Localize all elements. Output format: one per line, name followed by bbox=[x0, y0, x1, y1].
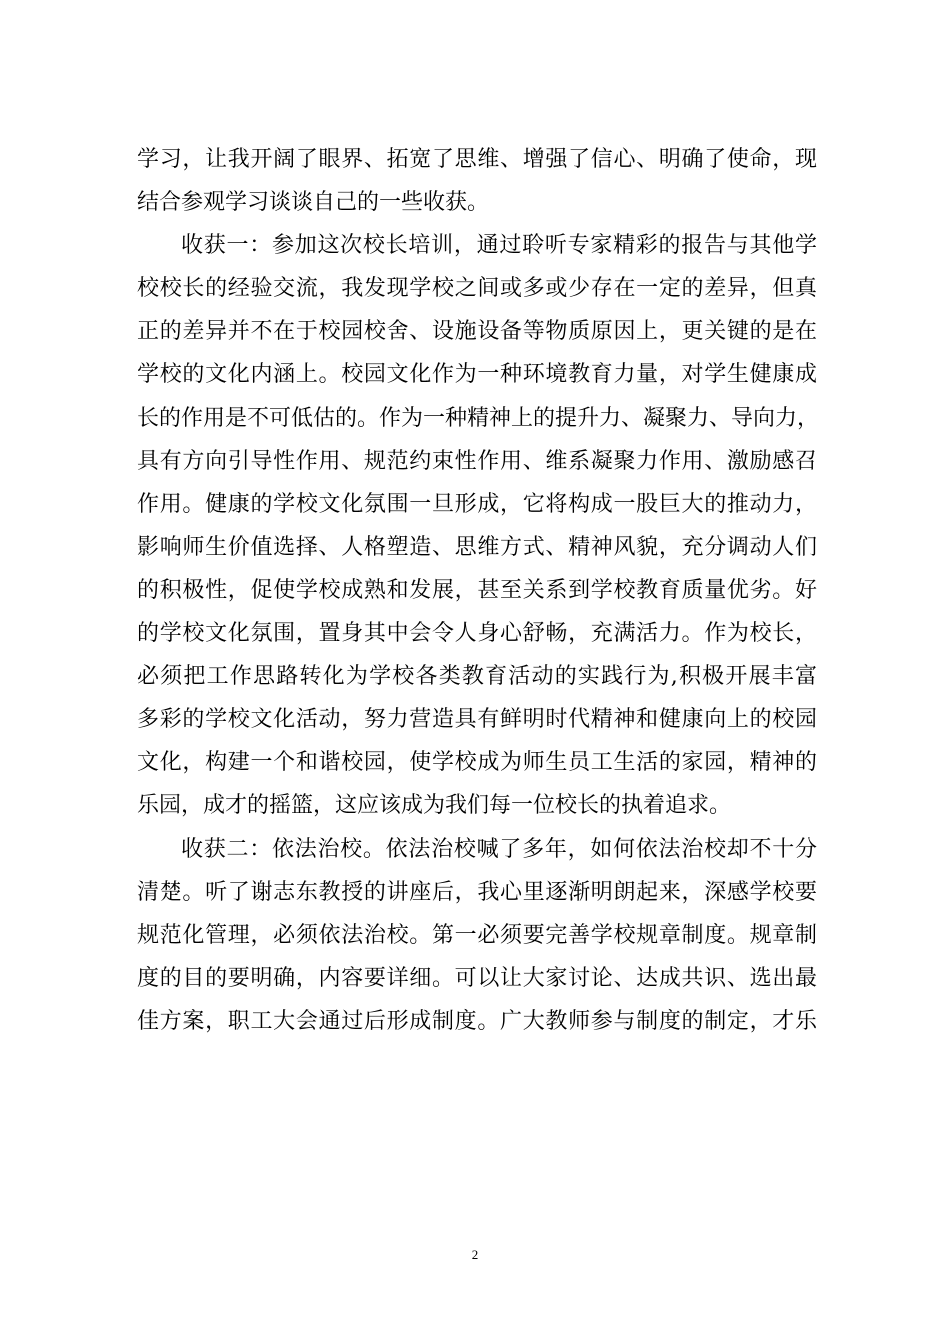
text-line: 具有方向引导性作用、规范约束性作用、维系凝聚力作用、激励感召 bbox=[137, 448, 817, 474]
text-line: 学校的文化内涵上。校园文化作为一种环境教育力量，对学生健康成 bbox=[137, 362, 817, 388]
text-line: 度的目的要明确，内容要详细。可以让大家讨论、达成共识、选出最 bbox=[137, 965, 817, 991]
text-line: 规范化管理，必须依法治校。第一必须要完善学校规章制度。规章制 bbox=[137, 922, 817, 948]
text-line: 多彩的学校文化活动，努力营造具有鲜明时代精神和健康向上的校园 bbox=[137, 707, 817, 733]
text-line: 的积极性，促使学校成熟和发展，甚至关系到学校教育质量优劣。好 bbox=[137, 577, 817, 603]
text-line: 影响师生价值选择、人格塑造、思维方式、精神风貌，充分调动人们 bbox=[137, 534, 817, 560]
text-line: 作用。健康的学校文化氛围一旦形成，它将构成一股巨大的推动力， bbox=[137, 491, 817, 517]
text-line: 长的作用是不可低估的。作为一种精神上的提升力、凝聚力、导向力， bbox=[137, 405, 820, 431]
paragraph-start-line: 收获一：参加这次校长培训，通过聆听专家精彩的报告与其他学 bbox=[181, 233, 817, 259]
text-line: 佳方案，职工大会通过后形成制度。广大教师参与制度的制定，才乐 bbox=[137, 1008, 817, 1034]
text-line: 的学校文化氛围，置身其中会令人身心舒畅，充满活力。作为校长， bbox=[137, 621, 817, 647]
page-number: 2 bbox=[471, 1247, 479, 1262]
text-line: 结合参观学习谈谈自己的一些收获。 bbox=[137, 190, 490, 216]
text-line: 必须把工作思路转化为学校各类教育活动的实践行为,积极开展丰富 bbox=[137, 664, 817, 690]
paragraph-start-line: 收获二：依法治校。依法治校喊了多年，如何依法治校却不十分 bbox=[181, 836, 817, 862]
text-line: 清楚。听了谢志东教授的讲座后，我心里逐渐明朗起来，深感学校要 bbox=[137, 879, 817, 905]
text-line: 正的差异并不在于校园校舍、设施设备等物质原因上，更关键的是在 bbox=[137, 319, 817, 345]
text-line: 学习，让我开阔了眼界、拓宽了思维、增强了信心、明确了使命，现 bbox=[137, 147, 817, 172]
text-line: 乐园，成才的摇篮，这应该成为我们每一位校长的执着追求。 bbox=[137, 793, 732, 819]
text-line: 校校长的经验交流，我发现学校之间或多或少存在一定的差异，但真 bbox=[137, 276, 817, 302]
text-line: 文化，构建一个和谐校园，使学校成为师生员工生活的家园，精神的 bbox=[137, 750, 817, 776]
body-text bbox=[137, 138, 820, 1043]
